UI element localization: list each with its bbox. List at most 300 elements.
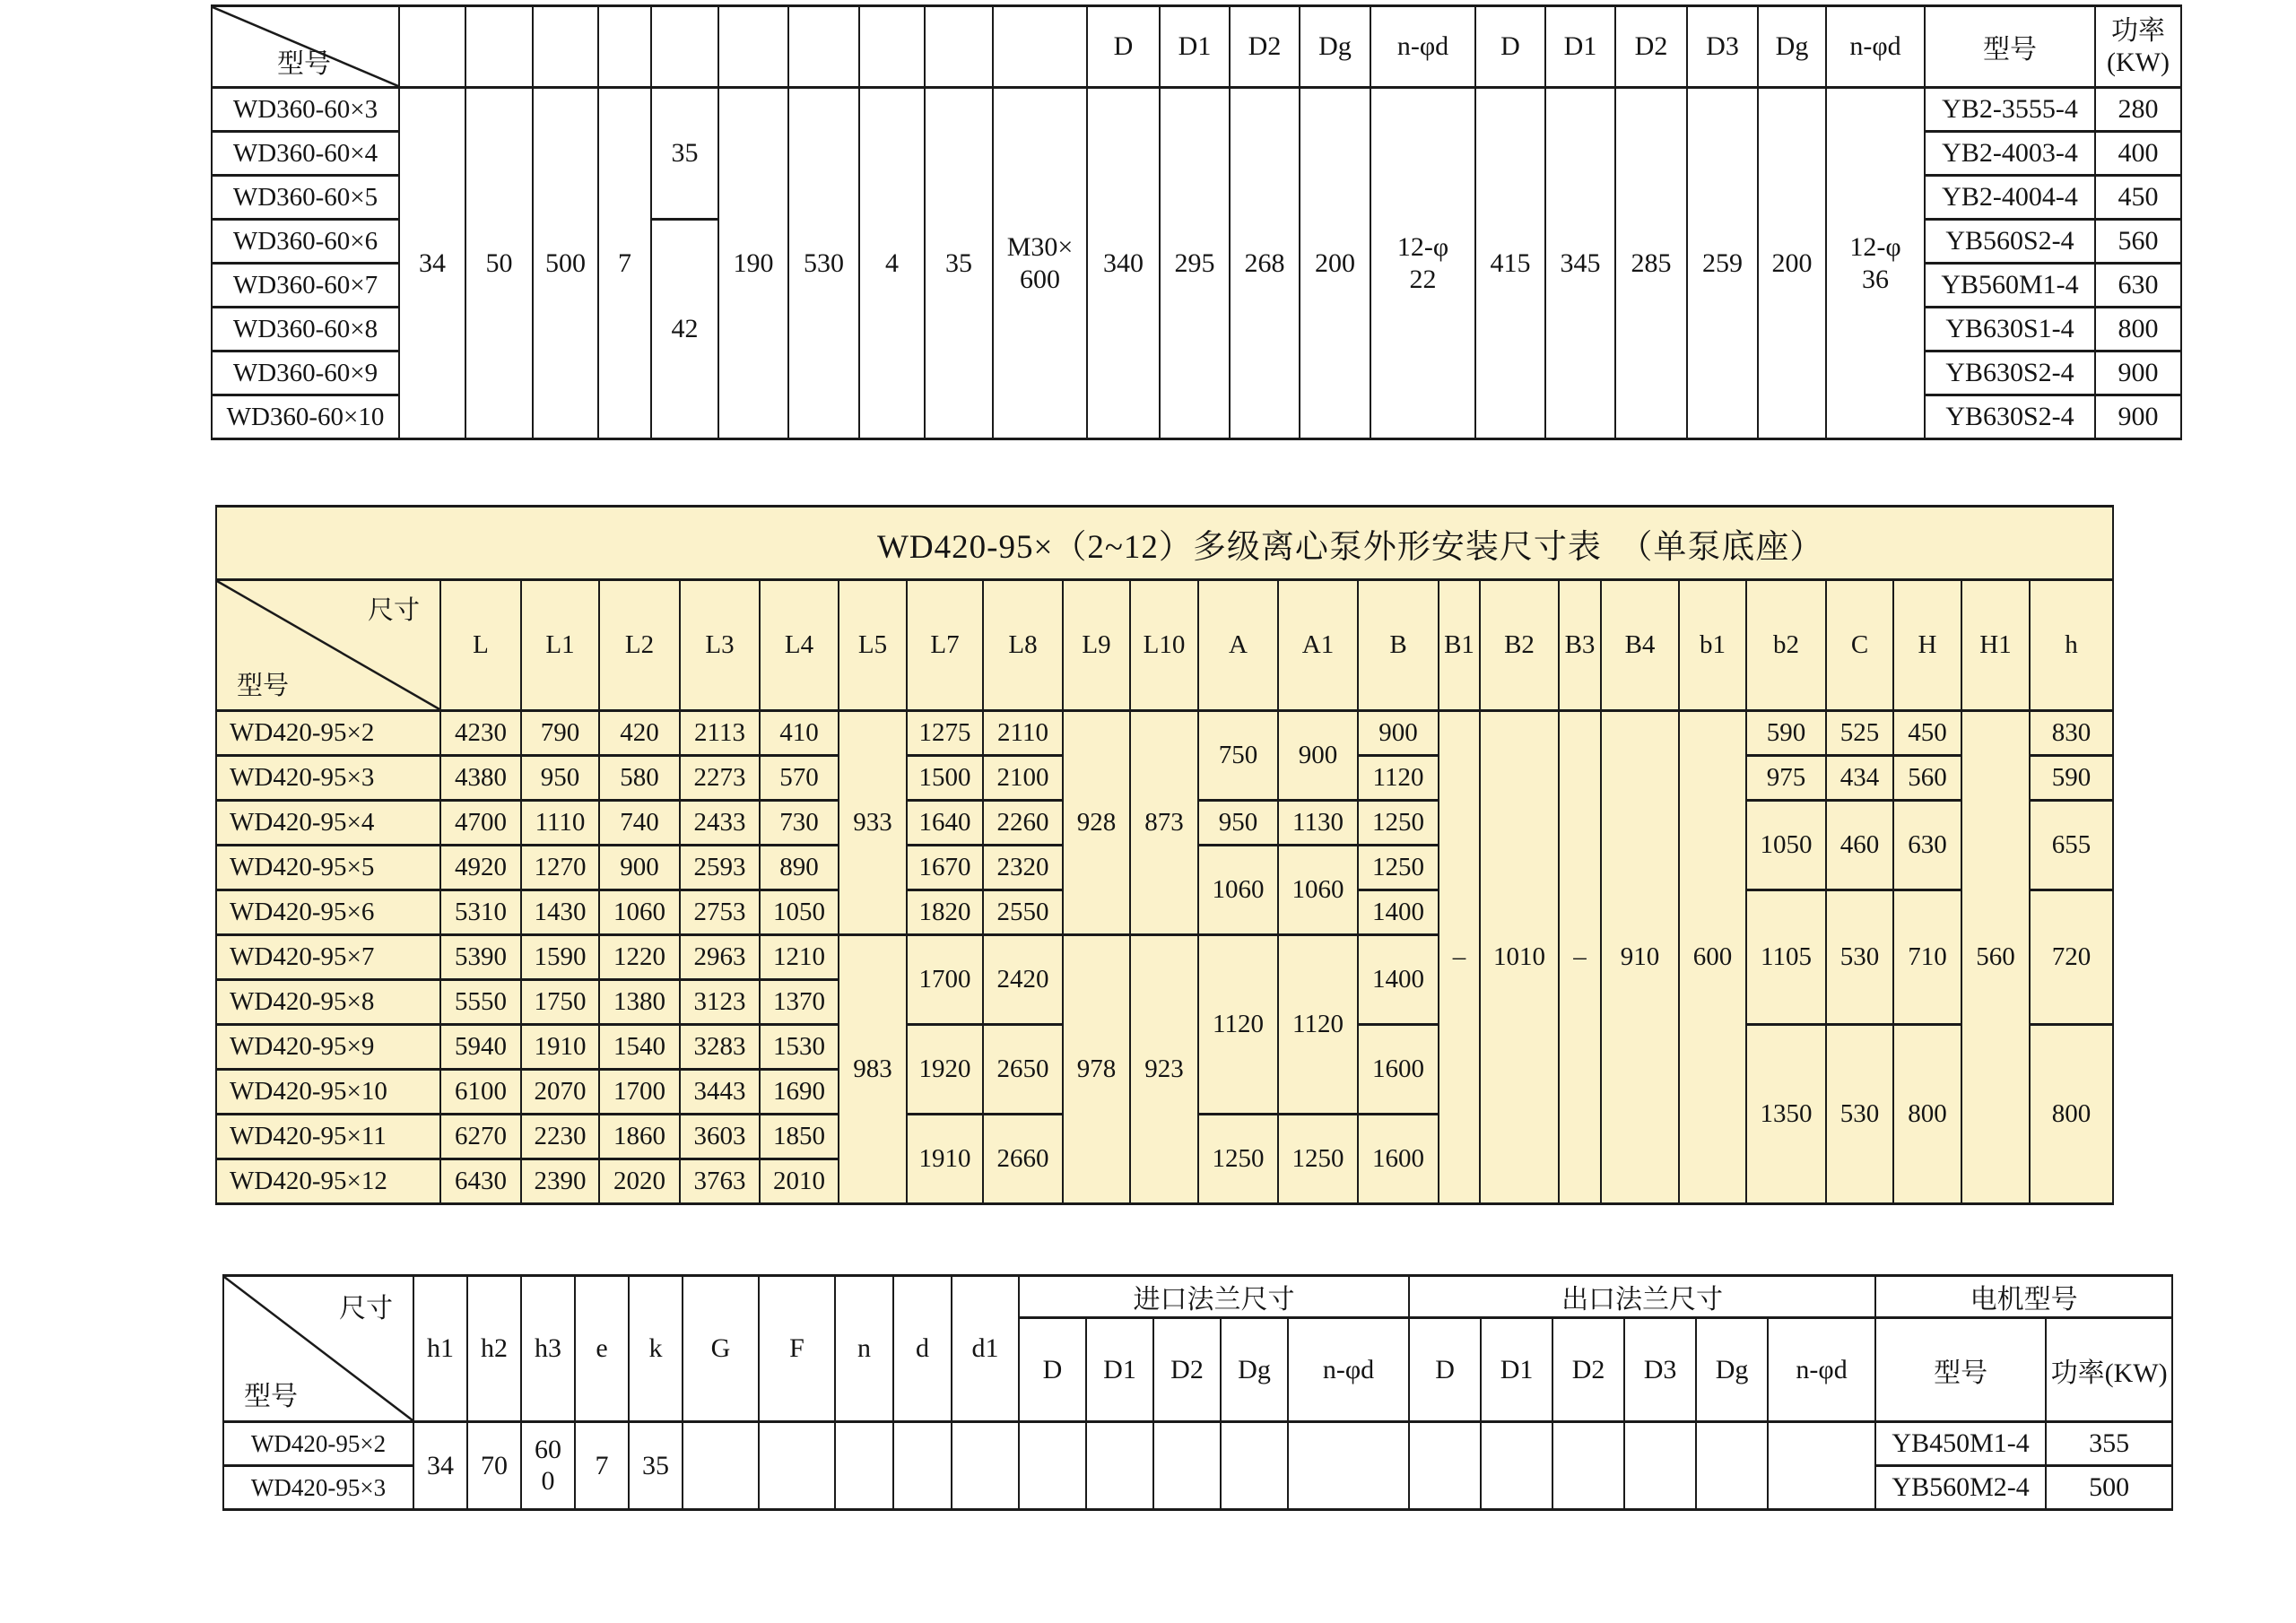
- cell-out-D2-empty: [1552, 1422, 1624, 1510]
- cell-in-Dg-empty: [1221, 1422, 1288, 1510]
- cell-H: 800: [1893, 1025, 1961, 1204]
- cell-L2: 2020: [599, 1159, 680, 1204]
- cell-C: 434: [1826, 756, 1893, 801]
- cell-L2: 900: [599, 846, 680, 890]
- cell-500: 500: [533, 88, 598, 439]
- t3-col-G: G: [683, 1276, 759, 1422]
- cell-in-D1: 295: [1160, 88, 1230, 439]
- t3-sub-motor-model: 型号: [1875, 1318, 2046, 1422]
- cell-L1: 950: [521, 756, 599, 801]
- t2-col-B: B: [1358, 580, 1439, 711]
- cell-power: 800: [2095, 308, 2181, 352]
- model-cell: WD360-60×4: [212, 132, 399, 176]
- cell-out-Dg-empty: [1696, 1422, 1768, 1510]
- cell-A: 950: [1198, 801, 1278, 846]
- cell-b2: 590: [1746, 711, 1826, 756]
- cell-L1: 790: [521, 711, 599, 756]
- cell-L3: 3283: [680, 1025, 760, 1070]
- cell-h: 830: [2030, 711, 2113, 756]
- cell-L3: 2113: [680, 711, 760, 756]
- cell-d1-empty: [952, 1422, 1019, 1510]
- cell-L1: 1750: [521, 980, 599, 1025]
- cell-motor: YB2-3555-4: [1925, 88, 2095, 132]
- cell-B: 1400: [1358, 890, 1439, 935]
- cell-L8: 2320: [983, 846, 1063, 890]
- cell-190: 190: [718, 88, 788, 439]
- cell-out-D1-empty: [1481, 1422, 1552, 1510]
- cell-h2: 70: [467, 1422, 521, 1510]
- cell-L: 4230: [440, 711, 521, 756]
- t2-row: [216, 711, 2113, 756]
- cell-A: 750: [1198, 711, 1278, 801]
- cell-L7: 1500: [907, 756, 983, 801]
- cell-power: 900: [2095, 352, 2181, 395]
- t3-col-n: n: [835, 1276, 893, 1422]
- wd420-flange-table: [222, 1274, 2173, 1511]
- cell-H1: 560: [1961, 711, 2030, 1204]
- cell-motor: YB630S2-4: [1925, 352, 2095, 395]
- cell-H: 630: [1893, 801, 1961, 890]
- cell-out-nphid-empty: [1768, 1422, 1875, 1510]
- cell-L1: 2230: [521, 1115, 599, 1159]
- wd360-dimension-table: [211, 4, 2182, 440]
- model-cell: WD420-95×7: [216, 935, 440, 980]
- t3-col-e: e: [575, 1276, 629, 1422]
- t3-col-F: F: [759, 1276, 835, 1422]
- cell-h: 590: [2030, 756, 2113, 801]
- cell-B1: –: [1439, 711, 1480, 1204]
- cell-A1: 900: [1278, 711, 1358, 801]
- cell-F-empty: [759, 1422, 835, 1510]
- cell-L4: 1050: [760, 890, 839, 935]
- t2-col-L2: L2: [599, 580, 680, 711]
- t2-col-A1: A1: [1278, 580, 1358, 711]
- cell-A1: 1130: [1278, 801, 1358, 846]
- cell-B: 1120: [1358, 756, 1439, 801]
- t1-header-out-D3: D3: [1687, 6, 1758, 88]
- cell-power: 400: [2095, 132, 2181, 176]
- in-nphid-line1: 12-φ: [1396, 232, 1449, 263]
- cell-7: 7: [598, 88, 651, 439]
- model-cell: WD420-95×3: [223, 1466, 413, 1510]
- cell-power: 500: [2046, 1466, 2172, 1510]
- cell-out-D3: 259: [1687, 88, 1758, 439]
- t3-sub-out-Dg: Dg: [1696, 1318, 1768, 1422]
- cell-A: 1250: [1198, 1115, 1278, 1204]
- cell-L4: 1530: [760, 1025, 839, 1070]
- cell-out-nphid: [1826, 88, 1925, 439]
- cell-h1: 34: [413, 1422, 467, 1510]
- t3-corner-cell: [223, 1276, 413, 1422]
- cell-n-empty: [835, 1422, 893, 1510]
- t2-col-b2: b2: [1746, 580, 1826, 711]
- t3-sub-out-D: D: [1409, 1318, 1481, 1422]
- cell-L2: 1860: [599, 1115, 680, 1159]
- model-cell: WD420-95×5: [216, 846, 440, 890]
- cell-L8: 2110: [983, 711, 1063, 756]
- model-cell: WD420-95×9: [216, 1025, 440, 1070]
- cell-A1: 1060: [1278, 846, 1358, 935]
- cell-power: 560: [2095, 220, 2181, 264]
- cell-h: 720: [2030, 890, 2113, 1025]
- t1-empty-header: [925, 6, 993, 88]
- cell-L: 5940: [440, 1025, 521, 1070]
- cell-35: 35: [925, 88, 993, 439]
- cell-motor: YB560M2-4: [1875, 1466, 2046, 1510]
- cell-e: 7: [575, 1422, 629, 1510]
- t2-title: WD420-95×（2~12）多级离心泵外形安装尺寸表 （单泵底座）: [216, 507, 2113, 580]
- cell-L1: 2070: [521, 1070, 599, 1115]
- cell-L10: 873: [1130, 711, 1198, 935]
- cell-motor: YB450M1-4: [1875, 1422, 2046, 1466]
- cell-L2: 1540: [599, 1025, 680, 1070]
- cell-h: 655: [2030, 801, 2113, 890]
- cell-L7: 1910: [907, 1115, 983, 1204]
- cell-k-35: 35: [651, 88, 718, 220]
- cell-L: 5550: [440, 980, 521, 1025]
- cell-in-D-empty: [1019, 1422, 1086, 1510]
- cell-L1: 1110: [521, 801, 599, 846]
- cell-L9: 928: [1063, 711, 1130, 935]
- thread-line2: 600: [1020, 264, 1060, 294]
- cell-L3: 2273: [680, 756, 760, 801]
- cell-in-nphid: [1370, 88, 1475, 439]
- model-cell: WD360-60×10: [212, 395, 399, 439]
- h3-value: 600: [535, 1435, 561, 1496]
- model-cell: WD360-60×6: [212, 220, 399, 264]
- t3-group-row: [223, 1276, 2172, 1318]
- model-cell: WD360-60×7: [212, 264, 399, 308]
- cell-L3: 2433: [680, 801, 760, 846]
- t1-header-motor-model: 型号: [1925, 6, 2095, 88]
- t3-sub-motor-power: 功率(KW): [2046, 1318, 2172, 1422]
- t3-sub-in-D: D: [1019, 1318, 1086, 1422]
- cell-L3: 3603: [680, 1115, 760, 1159]
- cell-out-Dg: 200: [1758, 88, 1826, 439]
- cell-L1: 1590: [521, 935, 599, 980]
- t3-row: [223, 1422, 2172, 1466]
- model-cell: WD360-60×5: [212, 176, 399, 220]
- cell-L3: 3443: [680, 1070, 760, 1115]
- t2-col-H: H: [1893, 580, 1961, 711]
- cell-L: 5390: [440, 935, 521, 980]
- cell-A: 1060: [1198, 846, 1278, 935]
- model-cell: WD420-95×2: [223, 1422, 413, 1466]
- cell-L: 4700: [440, 801, 521, 846]
- t3-corner-size-label: 尺寸: [339, 1294, 393, 1324]
- in-nphid-line2: 22: [1409, 264, 1437, 294]
- cell-motor: YB560S2-4: [1925, 220, 2095, 264]
- cell-motor: YB560M1-4: [1925, 264, 2095, 308]
- t3-group-outlet: 出口法兰尺寸: [1409, 1276, 1875, 1318]
- t2-corner-cell: [216, 580, 440, 711]
- cell-L1: 1430: [521, 890, 599, 935]
- cell-L2: 1380: [599, 980, 680, 1025]
- cell-k: 35: [629, 1422, 683, 1510]
- t1-empty-header: [598, 6, 651, 88]
- cell-L: 4920: [440, 846, 521, 890]
- t2-corner-size-label: 尺寸: [367, 596, 420, 625]
- cell-L4: 890: [760, 846, 839, 890]
- t2-col-L4: L4: [760, 580, 839, 711]
- cell-power: 280: [2095, 88, 2181, 132]
- cell-in-nphid-empty: [1288, 1422, 1409, 1510]
- t2-col-h: h: [2030, 580, 2113, 711]
- cell-power: 630: [2095, 264, 2181, 308]
- cell-L4: 1210: [760, 935, 839, 980]
- cell-L7: 1275: [907, 711, 983, 756]
- wd420-dimension-table: [215, 505, 2114, 1205]
- t2-col-L5: L5: [839, 580, 907, 711]
- cell-B: 1400: [1358, 935, 1439, 1025]
- model-cell: WD360-60×8: [212, 308, 399, 352]
- t1-header-in-D: D: [1087, 6, 1160, 88]
- cell-out-D-empty: [1409, 1422, 1481, 1510]
- cell-L2: 1700: [599, 1070, 680, 1115]
- cell-A: 1120: [1198, 935, 1278, 1115]
- cell-thread: [993, 88, 1087, 439]
- t2-col-A: A: [1198, 580, 1278, 711]
- t2-col-b1: b1: [1679, 580, 1746, 711]
- cell-L: 6430: [440, 1159, 521, 1204]
- thread-line1: M30×: [1006, 232, 1074, 263]
- t3-col-k: k: [629, 1276, 683, 1422]
- t2-title-row: [216, 507, 2113, 580]
- t1-header-in-nphid: n-φd: [1370, 6, 1475, 88]
- cell-L3: 2753: [680, 890, 760, 935]
- cell-B3: –: [1559, 711, 1601, 1204]
- cell-H: 450: [1893, 711, 1961, 756]
- cell-L2: 1060: [599, 890, 680, 935]
- cell-power: 900: [2095, 395, 2181, 439]
- cell-in-D2: 268: [1230, 88, 1300, 439]
- t1-empty-header: [718, 6, 788, 88]
- model-cell: WD420-95×3: [216, 756, 440, 801]
- cell-B4: 910: [1601, 711, 1679, 1204]
- cell-motor: YB2-4004-4: [1925, 176, 2095, 220]
- cell-L4: 1850: [760, 1115, 839, 1159]
- cell-B: 1250: [1358, 801, 1439, 846]
- cell-power: 355: [2046, 1422, 2172, 1466]
- t2-corner-model-label: 型号: [237, 672, 290, 700]
- cell-in-D1-empty: [1086, 1422, 1153, 1510]
- t3-col-h1: h1: [413, 1276, 467, 1422]
- cell-L1: 2390: [521, 1159, 599, 1204]
- t2-col-L8: L8: [983, 580, 1063, 711]
- t1-empty-header: [465, 6, 533, 88]
- cell-L: 5310: [440, 890, 521, 935]
- model-cell: WD360-60×3: [212, 88, 399, 132]
- cell-B: 900: [1358, 711, 1439, 756]
- t1-header-row: [212, 6, 2181, 88]
- cell-L8: 2260: [983, 801, 1063, 846]
- cell-A1: 1250: [1278, 1115, 1358, 1204]
- cell-L4: 2010: [760, 1159, 839, 1204]
- t1-empty-header: [651, 6, 718, 88]
- cell-L4: 410: [760, 711, 839, 756]
- cell-L1: 1270: [521, 846, 599, 890]
- cell-H: 710: [1893, 890, 1961, 1025]
- t1-empty-header: [993, 6, 1087, 88]
- t1-power-label-line1: 功率: [2111, 15, 2165, 46]
- cell-b2: 1050: [1746, 801, 1826, 890]
- t2-col-L7: L7: [907, 580, 983, 711]
- t2-col-L9: L9: [1063, 580, 1130, 711]
- cell-L10: 923: [1130, 935, 1198, 1204]
- cell-L4: 730: [760, 801, 839, 846]
- cell-50: 50: [465, 88, 533, 439]
- cell-L3: 3123: [680, 980, 760, 1025]
- cell-34: 34: [399, 88, 465, 439]
- t1-empty-header: [533, 6, 598, 88]
- cell-A1: 1120: [1278, 935, 1358, 1115]
- t3-group-motor: 电机型号: [1875, 1276, 2172, 1318]
- cell-L: 6100: [440, 1070, 521, 1115]
- t1-header-out-Dg: Dg: [1758, 6, 1826, 88]
- cell-L4: 1370: [760, 980, 839, 1025]
- model-cell: WD420-95×11: [216, 1115, 440, 1159]
- cell-L4: 1690: [760, 1070, 839, 1115]
- cell-in-Dg: 200: [1300, 88, 1370, 439]
- t3-sub-out-D3: D3: [1624, 1318, 1696, 1422]
- cell-b2: 975: [1746, 756, 1826, 801]
- cell-L3: 3763: [680, 1159, 760, 1204]
- cell-motor: YB630S1-4: [1925, 308, 2095, 352]
- out-nphid-line1: 12-φ: [1849, 232, 1901, 263]
- t1-header-out-D1: D1: [1545, 6, 1615, 88]
- cell-b2: 1350: [1746, 1025, 1826, 1204]
- cell-L5: 933: [839, 711, 907, 935]
- cell-k-42: 42: [651, 220, 718, 439]
- t2-col-B1: B1: [1439, 580, 1480, 711]
- cell-L: 4380: [440, 756, 521, 801]
- t3-sub-in-nphid: n-φd: [1288, 1318, 1409, 1422]
- t3-col-h2: h2: [467, 1276, 521, 1422]
- t2-col-H1: H1: [1961, 580, 2030, 711]
- cell-C: 525: [1826, 711, 1893, 756]
- t1-header-out-nphid: n-φd: [1826, 6, 1925, 88]
- cell-L3: 2593: [680, 846, 760, 890]
- cell-power: 450: [2095, 176, 2181, 220]
- model-cell: WD420-95×4: [216, 801, 440, 846]
- cell-L7: 1820: [907, 890, 983, 935]
- t2-col-L1: L1: [521, 580, 599, 711]
- t1-empty-header: [788, 6, 859, 88]
- cell-4: 4: [859, 88, 925, 439]
- t1-row: [212, 88, 2181, 132]
- cell-L1: 1910: [521, 1025, 599, 1070]
- cell-L5: 983: [839, 935, 907, 1204]
- cell-B: 1600: [1358, 1025, 1439, 1115]
- cell-out-D: 415: [1475, 88, 1545, 439]
- out-nphid-line2: 36: [1862, 264, 1889, 294]
- cell-L7: 1920: [907, 1025, 983, 1115]
- cell-L8: 2650: [983, 1025, 1063, 1115]
- t1-empty-header: [859, 6, 925, 88]
- t3-col-h3: h3: [521, 1276, 575, 1422]
- cell-b2: 1105: [1746, 890, 1826, 1025]
- t2-col-B4: B4: [1601, 580, 1679, 711]
- t3-sub-in-Dg: Dg: [1221, 1318, 1288, 1422]
- t1-power-label-line2: (KW): [2107, 48, 2170, 77]
- cell-h: 800: [2030, 1025, 2113, 1204]
- t1-empty-header: [399, 6, 465, 88]
- cell-B2: 1010: [1480, 711, 1559, 1204]
- cell-out-D2: 285: [1615, 88, 1687, 439]
- cell-L7: 1640: [907, 801, 983, 846]
- cell-B: 1250: [1358, 846, 1439, 890]
- model-cell: WD420-95×2: [216, 711, 440, 756]
- model-cell: WD420-95×6: [216, 890, 440, 935]
- cell-b1: 600: [1679, 711, 1746, 1204]
- cell-530: 530: [788, 88, 859, 439]
- t2-col-C: C: [1826, 580, 1893, 711]
- t3-col-d: d: [893, 1276, 952, 1422]
- cell-L4: 570: [760, 756, 839, 801]
- cell-L8: 2100: [983, 756, 1063, 801]
- cell-L2: 1220: [599, 935, 680, 980]
- model-cell: WD420-95×12: [216, 1159, 440, 1204]
- cell-L2: 740: [599, 801, 680, 846]
- t2-col-B2: B2: [1480, 580, 1559, 711]
- t3-corner-model-label: 型号: [244, 1382, 298, 1411]
- t1-header-in-D2: D2: [1230, 6, 1300, 88]
- cell-out-D1: 345: [1545, 88, 1615, 439]
- t2-col-B3: B3: [1559, 580, 1601, 711]
- cell-L7: 1700: [907, 935, 983, 1025]
- cell-G-empty: [683, 1422, 759, 1510]
- t3-sub-in-D2: D2: [1153, 1318, 1221, 1422]
- model-cell: WD420-95×10: [216, 1070, 440, 1115]
- t1-header-in-Dg: Dg: [1300, 6, 1370, 88]
- model-cell: WD420-95×8: [216, 980, 440, 1025]
- cell-L2: 420: [599, 711, 680, 756]
- t1-header-out-D2: D2: [1615, 6, 1687, 88]
- t3-col-d1: d1: [952, 1276, 1019, 1422]
- cell-L2: 580: [599, 756, 680, 801]
- t3-sub-in-D1: D1: [1086, 1318, 1153, 1422]
- t1-corner-model-label: 型号: [277, 49, 331, 79]
- cell-C: 460: [1826, 801, 1893, 890]
- t1-header-in-D1: D1: [1160, 6, 1230, 88]
- t2-header-row: [216, 580, 2113, 711]
- t1-header-power: [2095, 6, 2181, 88]
- cell-L8: 2550: [983, 890, 1063, 935]
- cell-motor: YB2-4003-4: [1925, 132, 2095, 176]
- cell-L: 6270: [440, 1115, 521, 1159]
- t2-col-L10: L10: [1130, 580, 1198, 711]
- t1-header-out-D: D: [1475, 6, 1545, 88]
- cell-out-D3-empty: [1624, 1422, 1696, 1510]
- cell-L3: 2963: [680, 935, 760, 980]
- cell-h3: [521, 1422, 575, 1510]
- cell-in-D: 340: [1087, 88, 1160, 439]
- cell-L8: 2660: [983, 1115, 1063, 1204]
- cell-C: 530: [1826, 890, 1893, 1025]
- t3-sub-out-D1: D1: [1481, 1318, 1552, 1422]
- cell-B: 1600: [1358, 1115, 1439, 1204]
- t3-group-inlet: 进口法兰尺寸: [1019, 1276, 1409, 1318]
- cell-L8: 2420: [983, 935, 1063, 1025]
- cell-motor: YB630S2-4: [1925, 395, 2095, 439]
- cell-d-empty: [893, 1422, 952, 1510]
- cell-H: 560: [1893, 756, 1961, 801]
- cell-L9: 978: [1063, 935, 1130, 1204]
- model-cell: WD360-60×9: [212, 352, 399, 395]
- cell-C: 530: [1826, 1025, 1893, 1204]
- t2-col-L3: L3: [680, 580, 760, 711]
- t3-sub-out-nphid: n-φd: [1768, 1318, 1875, 1422]
